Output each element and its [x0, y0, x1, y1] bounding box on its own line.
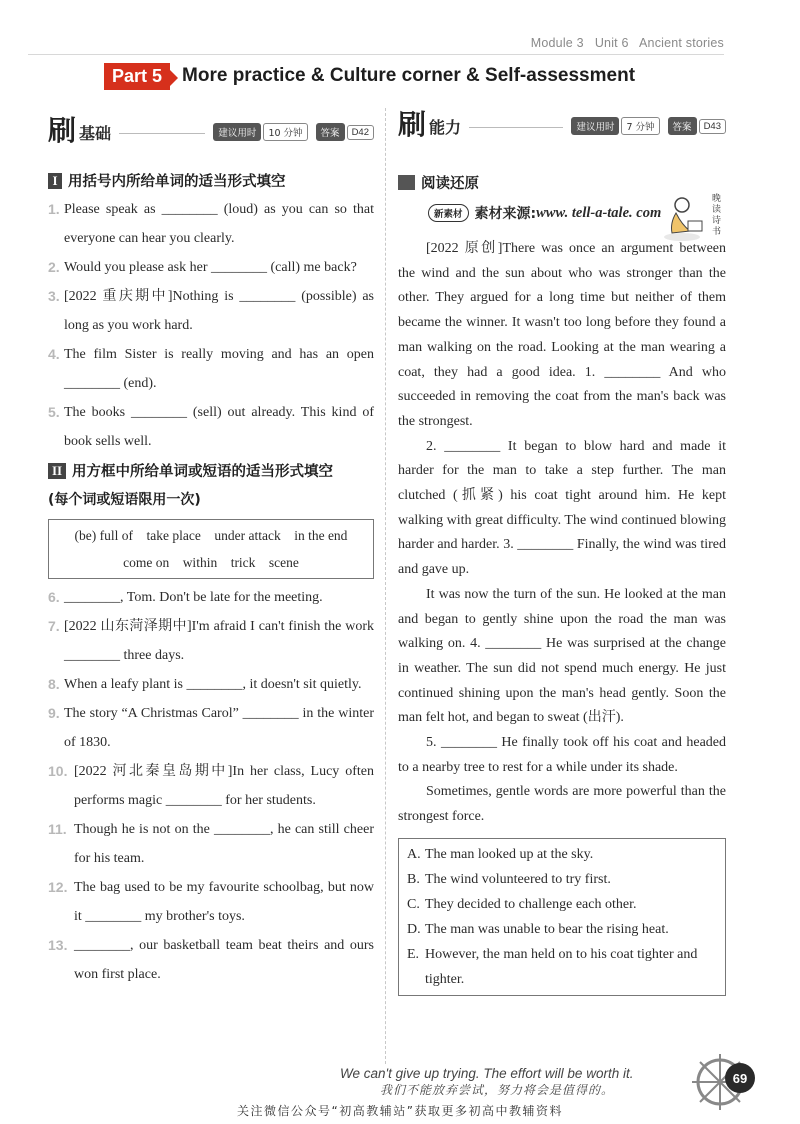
svg-text:诗: 诗	[712, 216, 722, 226]
reading-paragraph: Sometimes, gentle words are more powerful than the strongest force.	[398, 784, 726, 825]
part-title: More practice & Culture corner & Self-assessment	[182, 65, 636, 86]
page-number-badge	[725, 1063, 755, 1093]
shua-glyph: 刷	[48, 114, 76, 147]
svg-text:书: 书	[712, 227, 722, 237]
source-url: www. tell-a-tale. com	[536, 204, 662, 221]
reading-paragraph: It was now the turn of the sun. He looked at the man and began to gently shine upon the road the man was walking on. 4. ________ He was surprised at the change in weather. The sun did not spend much energy. He just continued shining upon the man's head gently. Soon the man felt hot, and began to sweat (出汗).	[398, 586, 726, 726]
suggested-time: 10 分钟	[263, 123, 307, 141]
word-box-row: (be) full of take place under attack in the end	[74, 528, 348, 543]
section-2-subtitle: (每个词或短语限用一次)	[48, 492, 201, 508]
answer-label: 答案	[668, 117, 697, 135]
option-item: E. However, the man held on to his coat tighter and tighter.	[407, 946, 698, 987]
header-rule	[119, 133, 205, 134]
word-box	[48, 519, 374, 579]
reading-illustration	[662, 187, 726, 247]
footer-chinese: 我们不能放弃尝试，努力将会是值得的。	[380, 1083, 615, 1097]
stamp-text: 晚	[712, 194, 722, 204]
word-box-row: come on within trick scene	[123, 555, 299, 570]
question-item: 1. Please speak as ________ (loud) as you can so that everyone can hear you clearly.	[48, 201, 374, 246]
question-item: 12. The bag used to be my favourite schoolbag, but now it ________ my brother's toys.	[48, 879, 374, 924]
module-label: Module 3	[530, 36, 584, 50]
question-item: 2. Would you please ask her ________ (call) me back?	[48, 259, 357, 275]
basics-label: 基础	[79, 123, 112, 143]
suggested-time: 7 分钟	[621, 117, 659, 135]
question-item: 13. ________, our basketball team beat theirs and ours won first place.	[48, 937, 374, 982]
option-item: C. They decided to challenge each other.	[407, 896, 637, 912]
section-number: I	[48, 173, 62, 189]
part-banner	[104, 61, 635, 91]
section-number: II	[48, 463, 66, 479]
page-number: 69	[732, 1070, 748, 1086]
left-column	[48, 110, 374, 989]
question-item: 11. Though he is not on the ________, he can still cheer for his team.	[48, 821, 374, 866]
question-item: 5. The books ________ (sell) out already. This kind of book sells well.	[48, 404, 374, 449]
svg-text:读: 读	[712, 205, 722, 215]
header-rule	[469, 127, 563, 128]
source-block	[398, 194, 726, 237]
question-item: 6. ________, Tom. Don't be late for the meeting.	[48, 589, 323, 605]
footer-english: We can't give up trying. The effort will be worth it.	[340, 1066, 634, 1081]
question-item: 4. The film Sister is really moving and has an open ________ (end).	[48, 346, 374, 391]
option-item: B. The wind volunteered to try first.	[407, 871, 611, 887]
question-item: 7. [2022 山东菏泽期中]I'm afraid I can't finish the work ________ three days.	[48, 618, 374, 663]
answer-page: D43	[699, 119, 726, 134]
source-label: 素材来源:	[474, 206, 537, 222]
section-title: 用括号内所给单词的适当形式填空	[68, 174, 286, 190]
suggested-time-label: 建议用时	[571, 117, 619, 135]
reading-paragraph: [2022 原创]There was once an argument between the wind and the sun about who was stronger than the other. They argued for a long time but neither of them became the winner. It wasn't too long before they found a man walking on the road. Looking at the man wearing a coat, they had a good idea. 1. ________ And who succeeded in removing the coat from the man's back was the strongest.	[398, 241, 726, 429]
unit-label: Unit 6	[594, 36, 629, 50]
footer-quote	[340, 1066, 633, 1098]
suggested-time-label: 建议用时	[213, 123, 261, 141]
shua-glyph: 刷	[398, 108, 426, 141]
new-material-tag: 新素材	[428, 204, 469, 222]
topic-label: Ancient stories	[639, 36, 724, 50]
column-divider	[385, 108, 386, 1064]
section-1-heading	[48, 170, 374, 191]
question-item: 9. The story “A Christmas Carol” ________ in the winter of 1830.	[48, 705, 374, 750]
left-column-header	[48, 110, 374, 148]
answer-page: D42	[347, 125, 374, 140]
options-box	[398, 838, 726, 996]
question-item: 10. [2022 河北秦皇岛期中]In her class, Lucy often performs magic ________ for her students.	[48, 763, 374, 808]
page-header	[531, 36, 724, 50]
header-divider	[28, 54, 724, 55]
reading-paragraph: 2. ________ It began to blow hard and made it harder for the man to take a step further. The man clutched (抓紧) his coat tight around him. He kept walking with great difficulty. The wind continued blowing harder and harder. 3. ________ Finally, the wind was tired and gave up.	[398, 438, 726, 578]
section-title: 阅读还原	[421, 176, 479, 192]
exercise-1-list	[48, 195, 374, 456]
section-square-icon	[398, 175, 415, 190]
option-item: D. The man was unable to bear the rising heat.	[407, 921, 669, 937]
part-tag: Part 5	[104, 63, 170, 90]
right-column-header	[398, 104, 726, 142]
exercise-2-list	[48, 583, 374, 989]
right-column	[398, 104, 726, 996]
question-item: 3. [2022 重庆期中]Nothing is ________ (possible) as long as you work hard.	[48, 288, 374, 333]
answer-label: 答案	[316, 123, 345, 141]
section-title: 用方框中所给单词或短语的适当形式填空	[72, 464, 333, 480]
ability-label: 能力	[429, 117, 462, 137]
reading-paragraph: 5. ________ He finally took off his coat and headed to a nearby tree to rest for a while under its shade.	[398, 735, 726, 775]
bottom-notice: 关注微信公众号“初高教辅站”获取更多初高中教辅资料	[237, 1104, 563, 1118]
question-item: 8. When a leafy plant is ________, it doesn't sit quietly.	[48, 676, 362, 692]
option-item: A. The man looked up at the sky.	[407, 846, 594, 862]
section-2-heading	[48, 460, 374, 481]
